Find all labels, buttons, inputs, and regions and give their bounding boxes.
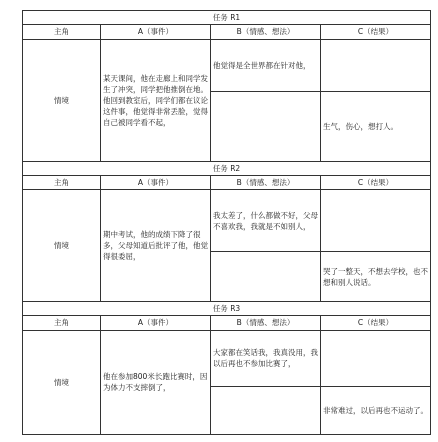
table-2-header-belief: B（情感、想法） bbox=[211, 175, 321, 190]
table-2-header-protagonist: 主角 bbox=[23, 175, 101, 190]
table-1-consequence-text: 生气，伤心，想打人。 bbox=[321, 92, 431, 162]
table-1-row-label: 情境 bbox=[23, 39, 101, 161]
table-2-event-text: 期中考试，他的成绩下降了很多，父母知道后批评了他，他觉得很委屈， bbox=[101, 190, 211, 302]
table-1-header-belief: B（情感、想法） bbox=[211, 24, 321, 39]
table-2-header-consequence: C（结果） bbox=[321, 175, 431, 190]
table-3-header-protagonist: 主角 bbox=[23, 316, 101, 331]
table-1-caption: 任务 R1 bbox=[23, 11, 431, 25]
table-3-row-label: 情境 bbox=[23, 330, 101, 434]
table-2-row-label: 情境 bbox=[23, 190, 101, 302]
table-3-header-event: A（事件） bbox=[101, 316, 211, 331]
table-2-belief-blank bbox=[211, 252, 321, 302]
table-3-caption: 任务 R3 bbox=[23, 302, 431, 316]
table-1-belief-text: 他觉得是全世界都在针对他， bbox=[211, 39, 321, 92]
table-2-header-event: A（事件） bbox=[101, 175, 211, 190]
activity-tables bbox=[22, 10, 431, 435]
table-2-caption: 任务 R2 bbox=[23, 161, 431, 175]
table-1-header-event: A（事件） bbox=[101, 24, 211, 39]
table-1-consequence-blank bbox=[321, 39, 431, 92]
document bbox=[22, 10, 430, 435]
table-1-header-protagonist: 主角 bbox=[23, 24, 101, 39]
table-3-belief-blank bbox=[211, 386, 321, 434]
table-1-belief-blank bbox=[211, 92, 321, 162]
table-3-event-text: 他在参加800米长跑比赛时，因为体力不支摔倒了， bbox=[101, 330, 211, 434]
table-1-event-text: 某天课间，他在走廊上和同学发生了冲突，同学把他推倒在地。他回到教室后，同学们都在议论这件事，他觉得非常丢脸，觉得自己被同学看不起， bbox=[101, 39, 211, 161]
table-3-consequence-blank bbox=[321, 330, 431, 386]
table-3-header-belief: B（情感、想法） bbox=[211, 316, 321, 331]
table-3-belief-text: 大家都在笑话我，我真没用，我以后再也不参加比赛了， bbox=[211, 330, 321, 386]
table-2-consequence-text: 哭了一整天，不想去学校，也不想和别人说话。 bbox=[321, 252, 431, 302]
table-1-header-consequence: C（结果） bbox=[321, 24, 431, 39]
table-3-consequence-text: 非常难过，以后再也不运动了。 bbox=[321, 386, 431, 434]
table-2-belief-text: 我太差了，什么都做不好，父母不喜欢我，我就是不如别人， bbox=[211, 190, 321, 252]
table-3-header-consequence: C（结果） bbox=[321, 316, 431, 331]
table-2-consequence-blank bbox=[321, 190, 431, 252]
